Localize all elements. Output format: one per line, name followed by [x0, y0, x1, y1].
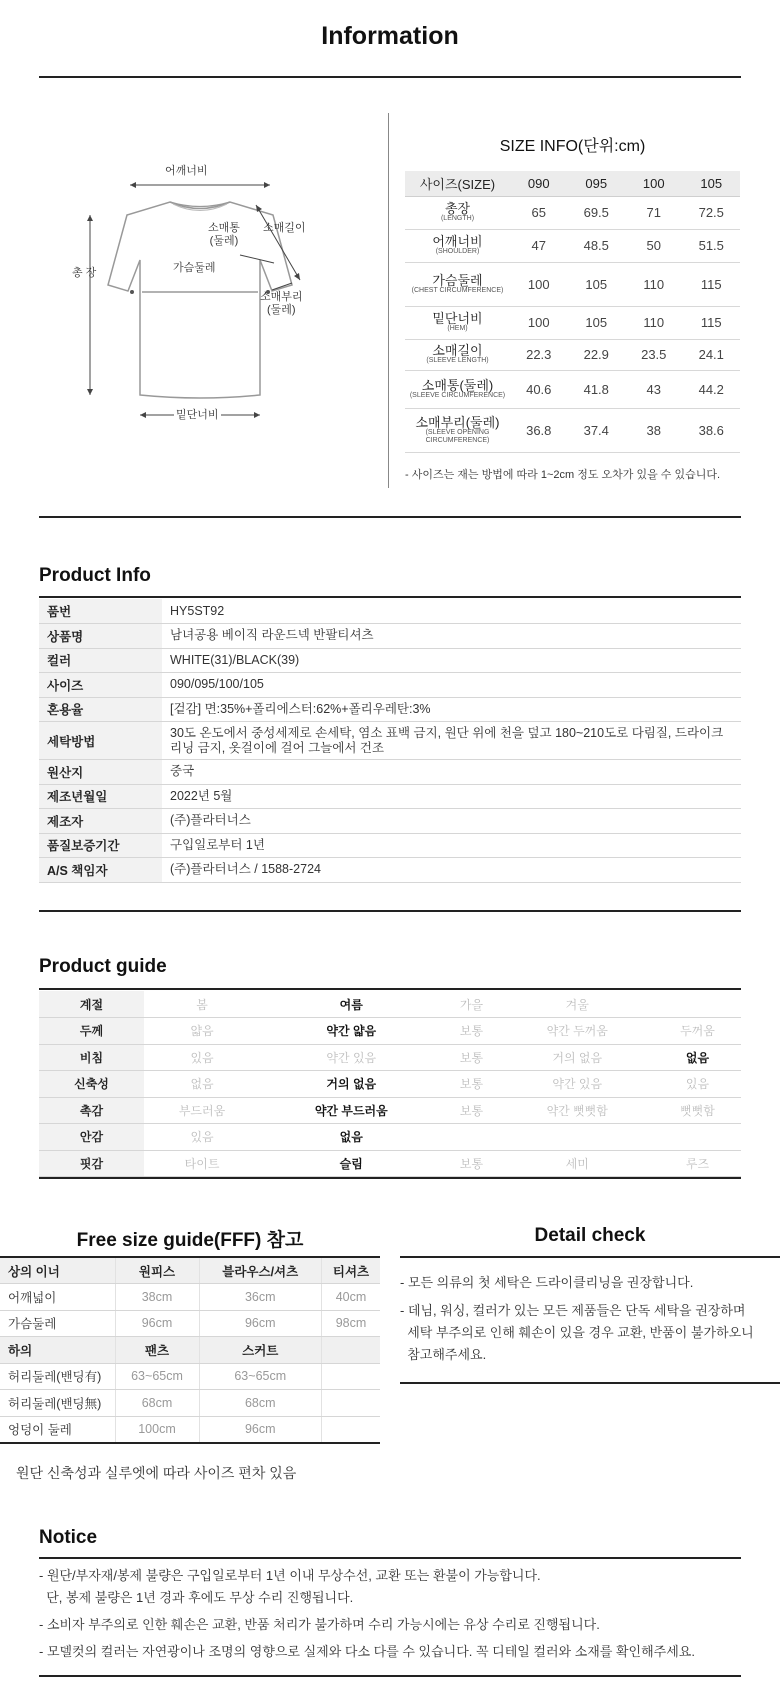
diagram-label-shoulder: 어깨너비	[165, 165, 208, 177]
guide-key: 계절	[39, 991, 144, 1018]
guide-key: 비침	[39, 1044, 144, 1071]
guide-option: 약간 있음	[260, 1044, 442, 1071]
notice-line: - 모델컷의 컬러는 자연광이나 조명의 영향으로 실제와 다소 다를 수 있습니다. 꼭 디테일 컬러와 소재를 확인해주세요.	[39, 1644, 695, 1659]
fs-cell: 원피스	[115, 1257, 199, 1284]
detail-check-line: - 데님, 워싱, 컬러가 있는 모든 제품들은 단독 세탁을 권장하며	[400, 1303, 746, 1318]
guide-option: 부드러움	[144, 1097, 260, 1124]
fs-row	[0, 1416, 380, 1443]
size-row-name: 소매길이	[432, 343, 483, 358]
size-value-cell: 115	[683, 262, 741, 306]
guide-option-selected: 없음	[260, 1124, 442, 1151]
guide-option-selected: 여름	[260, 991, 442, 1018]
fs-cell: 98cm	[322, 1310, 381, 1337]
guide-row	[39, 1044, 741, 1071]
guide-key: 촉감	[39, 1097, 144, 1124]
guide-option	[442, 1124, 500, 1151]
size-value-cell: 51.5	[683, 229, 741, 262]
size-value-cell: 100	[510, 306, 568, 339]
size-row-sub: (HEM)	[447, 325, 468, 332]
diagram-label-length: 총 장	[72, 267, 97, 279]
size-row-label	[405, 306, 510, 339]
info-key: 제조년월일	[39, 784, 162, 809]
fs-row-label: 허리둘레(밴딩無)	[0, 1390, 115, 1417]
guide-option: 약간 두꺼움	[501, 1018, 654, 1045]
size-value-cell: 41.8	[568, 370, 626, 408]
size-value-cell: 105	[568, 262, 626, 306]
guide-option: 있음	[144, 1044, 260, 1071]
size-row-label	[405, 196, 510, 229]
info-key: 상품명	[39, 624, 162, 649]
fs-row-label: 허리둘레(밴딩有)	[0, 1363, 115, 1390]
info-row	[39, 784, 741, 809]
guide-row	[39, 1150, 741, 1177]
guide-option: 두꺼움	[654, 1018, 741, 1045]
size-row	[405, 306, 740, 339]
info-key: 원산지	[39, 760, 162, 785]
guide-option-selected: 없음	[654, 1044, 741, 1071]
size-row-sub: (SLEEVE OPENING CIRCUMFERENCE)	[425, 428, 490, 444]
fs-cell: 63~65cm	[199, 1363, 321, 1390]
size-value-cell: 43	[625, 370, 683, 408]
guide-option: 루즈	[654, 1150, 741, 1177]
info-row	[39, 833, 741, 858]
fs-row-label: 하의	[0, 1337, 115, 1364]
notice-line: - 소비자 부주의로 인한 훼손은 교환, 반품 처리가 불가하며 수리 가능시에는 유상 수리로 진행됩니다.	[39, 1617, 600, 1632]
size-value-cell: 69.5	[568, 196, 626, 229]
free-size-guide-title: Free size guide(FFF) 참고	[76, 1230, 304, 1251]
info-value: 구입일로부터 1년	[162, 833, 741, 858]
size-header-cell: 095	[568, 171, 626, 196]
info-value: HY5ST92	[162, 599, 741, 624]
size-row	[405, 408, 740, 452]
guide-row	[39, 1097, 741, 1124]
fs-cell: 38cm	[115, 1284, 199, 1311]
free-size-note: 원단 신축성과 실루엣에 따라 사이즈 편차 있음	[16, 1465, 297, 1481]
size-value-cell: 50	[625, 229, 683, 262]
info-row	[39, 648, 741, 673]
info-row	[39, 673, 741, 698]
info-key: 제조자	[39, 809, 162, 834]
fs-row	[0, 1284, 380, 1311]
divider	[39, 76, 741, 78]
info-row	[39, 809, 741, 834]
guide-option: 약간 뻣뻣함	[501, 1097, 654, 1124]
size-value-cell: 48.5	[568, 229, 626, 262]
size-value-cell: 38	[625, 408, 683, 452]
info-value: (주)플라터너스 / 1588-2724	[162, 858, 741, 883]
guide-key: 신축성	[39, 1071, 144, 1098]
info-key: 컬러	[39, 648, 162, 673]
size-row-label	[405, 370, 510, 408]
guide-option: 보통	[442, 1150, 500, 1177]
fs-cell: 티셔츠	[322, 1257, 381, 1284]
size-row-sub: (SHOULDER)	[435, 248, 480, 255]
info-value: 30도 온도에서 중성세제로 손세탁, 염소 표백 금지, 원단 위에 천을 덮고 180~210도로 다림질, 드라이크리닝 금지, 옷걸이에 걸어 그늘에서 건조	[162, 722, 741, 760]
size-value-cell: 110	[625, 262, 683, 306]
size-value-cell: 72.5	[683, 196, 741, 229]
product-guide-table	[39, 991, 741, 1177]
size-row-sub: (SLEEVE CIRCUMFERENCE)	[409, 391, 506, 399]
guide-option: 얇음	[144, 1018, 260, 1045]
size-value-cell: 36.8	[510, 408, 568, 452]
guide-option: 거의 없음	[501, 1044, 654, 1071]
info-row	[39, 722, 741, 760]
fs-row-label: 엉덩이 둘레	[0, 1416, 115, 1443]
size-row-label	[405, 229, 510, 262]
diagram-label-hem: 밑단너비	[176, 409, 219, 421]
fs-cell	[322, 1337, 381, 1364]
divider	[39, 910, 741, 912]
guide-option: 겨울	[501, 991, 654, 1018]
guide-option: 약간 있음	[501, 1071, 654, 1098]
guide-key: 안감	[39, 1124, 144, 1151]
info-value: 090/095/100/105	[162, 673, 741, 698]
info-row	[39, 599, 741, 624]
fs-cell	[322, 1363, 381, 1390]
size-value-cell: 110	[625, 306, 683, 339]
size-value-cell: 22.3	[510, 339, 568, 370]
guide-option-selected: 슬림	[260, 1150, 442, 1177]
size-header-cell: 090	[510, 171, 568, 196]
guide-option-selected: 약간 얇음	[260, 1018, 442, 1045]
fs-row-label: 어깨넓이	[0, 1284, 115, 1311]
product-info-title: Product Info	[39, 565, 151, 586]
guide-option	[501, 1124, 654, 1151]
size-row-label	[405, 262, 510, 306]
size-info-table	[405, 171, 740, 453]
fs-cell: 40cm	[322, 1284, 381, 1311]
size-row	[405, 229, 740, 262]
info-key: 품번	[39, 599, 162, 624]
info-row	[39, 697, 741, 722]
diagram-label-chest: 가슴둘레	[173, 262, 216, 274]
notice-box	[39, 1557, 741, 1677]
guide-option: 세미	[501, 1150, 654, 1177]
size-row-label	[405, 408, 510, 452]
divider	[39, 516, 741, 518]
guide-option: 있음	[144, 1124, 260, 1151]
detail-check-title: Detail check	[534, 1225, 646, 1246]
fs-header-row	[0, 1337, 380, 1364]
detail-check-line: 참고해주세요.	[400, 1347, 487, 1362]
guide-row	[39, 991, 741, 1018]
fs-cell: 63~65cm	[115, 1363, 199, 1390]
product-info-table	[39, 599, 741, 883]
fs-cell: 96cm	[199, 1416, 321, 1443]
fs-cell: 블라우스/셔츠	[199, 1257, 321, 1284]
size-value-cell: 71	[625, 196, 683, 229]
fs-header-row	[0, 1257, 380, 1284]
guide-row	[39, 1124, 741, 1151]
notice-line: - 원단/부자재/봉제 불량은 구입일로부터 1년 이내 무상수선, 교환 또는 환불이 가능합니다.	[39, 1568, 541, 1583]
free-size-guide-table	[0, 1256, 380, 1444]
fs-cell: 36cm	[199, 1284, 321, 1311]
info-row	[39, 624, 741, 649]
size-header-cell: 사이즈(SIZE)	[405, 171, 510, 196]
size-value-cell: 38.6	[683, 408, 741, 452]
guide-option: 가을	[442, 991, 500, 1018]
size-row	[405, 370, 740, 408]
size-row-sub: (CHEST CIRCUMFERENCE)	[411, 286, 504, 294]
fs-cell: 스커트	[199, 1337, 321, 1364]
size-value-cell: 44.2	[683, 370, 741, 408]
size-row-name: 가슴둘레	[432, 272, 483, 288]
fs-row	[0, 1363, 380, 1390]
info-key: A/S 책임자	[39, 858, 162, 883]
guide-key: 핏감	[39, 1150, 144, 1177]
size-row	[405, 262, 740, 306]
info-key: 사이즈	[39, 673, 162, 698]
size-row-label	[405, 339, 510, 370]
tshirt-diagram-icon	[60, 165, 350, 435]
guide-option-selected: 거의 없음	[260, 1071, 442, 1098]
size-header-row	[405, 171, 740, 196]
guide-option: 보통	[442, 1071, 500, 1098]
fs-cell: 100cm	[115, 1416, 199, 1443]
info-row	[39, 858, 741, 883]
size-info-title: SIZE INFO(단위:cm)	[499, 138, 646, 155]
size-header-cell: 105	[683, 171, 741, 196]
detail-check-line: 세탁 부주의로 인해 훼손이 있을 경우 교환, 반품이 불가하오니	[400, 1325, 754, 1340]
page-title: Information	[321, 22, 459, 50]
size-value-cell: 23.5	[625, 339, 683, 370]
fs-cell: 96cm	[199, 1310, 321, 1337]
size-row	[405, 196, 740, 229]
divider	[39, 1177, 741, 1179]
guide-option	[654, 991, 741, 1018]
size-row-name: 소매부리(둘레)	[415, 414, 500, 430]
fs-row	[0, 1310, 380, 1337]
size-header-cell: 100	[625, 171, 683, 196]
size-value-cell: 24.1	[683, 339, 741, 370]
guide-option: 보통	[442, 1018, 500, 1045]
vertical-divider	[388, 113, 389, 488]
detail-check-box	[400, 1256, 780, 1384]
info-key: 혼용율	[39, 697, 162, 722]
guide-option: 보통	[442, 1097, 500, 1124]
info-value: 중국	[162, 760, 741, 785]
size-value-cell: 100	[510, 262, 568, 306]
info-value: 남녀공용 베이직 라운드넥 반팔티셔츠	[162, 624, 741, 649]
diagram-label-sleeve-opening: 소매부리 (둘레)	[260, 291, 303, 316]
fs-cell	[322, 1416, 381, 1443]
guide-row	[39, 1071, 741, 1098]
guide-row	[39, 1018, 741, 1045]
size-note: - 사이즈는 재는 방법에 따라 1~2cm 정도 오차가 있을 수 있습니다.	[405, 469, 720, 481]
size-row-name: 소매통(둘레)	[421, 377, 494, 393]
guide-option	[654, 1124, 741, 1151]
divider	[39, 988, 741, 990]
size-row-name: 밑단너비	[432, 311, 483, 326]
info-value: [겉감] 면:35%+폴리에스터:62%+폴리우레탄:3%	[162, 697, 741, 722]
size-diagram	[60, 165, 350, 435]
info-value: (주)플라터너스	[162, 809, 741, 834]
size-row-name: 어깨너비	[432, 234, 483, 249]
guide-option: 없음	[144, 1071, 260, 1098]
info-value: 2022년 5월	[162, 784, 741, 809]
size-value-cell: 105	[568, 306, 626, 339]
fs-row	[0, 1390, 380, 1417]
size-row	[405, 339, 740, 370]
size-row-name: 총장	[444, 201, 471, 216]
guide-option-selected: 약간 부드러움	[260, 1097, 442, 1124]
fs-row-label: 가슴둘레	[0, 1310, 115, 1337]
size-value-cell: 40.6	[510, 370, 568, 408]
size-row-sub: (LENGTH)	[440, 215, 475, 222]
guide-option: 봄	[144, 991, 260, 1018]
diagram-label-sleeve-circ: 소매통 (둘레)	[208, 222, 240, 247]
info-row	[39, 760, 741, 785]
size-value-cell: 22.9	[568, 339, 626, 370]
diagram-label-sleeve-length: 소매길이	[263, 222, 306, 234]
notice-title: Notice	[39, 1527, 98, 1548]
guide-option: 보통	[442, 1044, 500, 1071]
size-value-cell: 65	[510, 196, 568, 229]
product-guide-title: Product guide	[39, 956, 167, 977]
fs-cell: 68cm	[115, 1390, 199, 1417]
notice-line: 단, 봉제 불량은 1년 경과 후에도 무상 수리 진행됩니다.	[39, 1590, 354, 1605]
fs-row-label: 상의 이너	[0, 1257, 115, 1284]
detail-check-line: - 모든 의류의 첫 세탁은 드라이클리닝을 권장합니다.	[400, 1275, 694, 1290]
info-value: WHITE(31)/BLACK(39)	[162, 648, 741, 673]
guide-option: 있음	[654, 1071, 741, 1098]
size-row-sub: (SLEEVE LENGTH)	[426, 357, 489, 364]
guide-option: 타이트	[144, 1150, 260, 1177]
size-value-cell: 37.4	[568, 408, 626, 452]
fs-cell	[322, 1390, 381, 1417]
fs-cell: 68cm	[199, 1390, 321, 1417]
info-key: 품질보증기간	[39, 833, 162, 858]
size-value-cell: 115	[683, 306, 741, 339]
info-key: 세탁방법	[39, 722, 162, 760]
guide-option: 뻣뻣함	[654, 1097, 741, 1124]
fs-cell: 96cm	[115, 1310, 199, 1337]
guide-key: 두께	[39, 1018, 144, 1045]
fs-cell: 팬츠	[115, 1337, 199, 1364]
size-value-cell: 47	[510, 229, 568, 262]
divider	[39, 596, 741, 598]
